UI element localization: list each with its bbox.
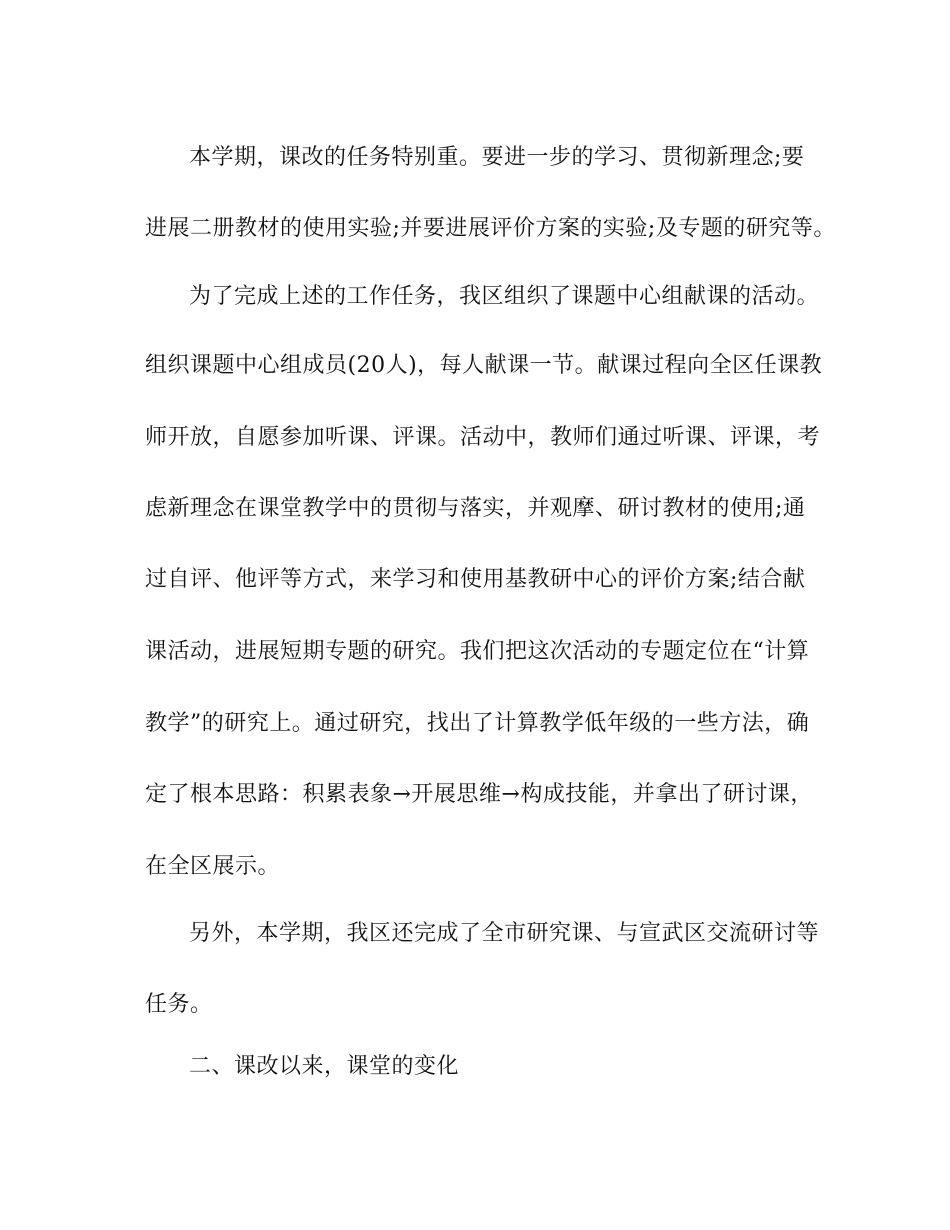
paragraph-2-line-7: 教学”的研究上。通过研究，找出了计算教学低年级的一些方法，确 [145,711,810,736]
paragraph-2-line-1: 为了完成上述的工作任务，我区组织了课题中心组献课的活动。 [189,284,820,309]
paragraph-2-line-6: 课活动，进展短期专题的研究。我们把这次活动的专题定位在“计算 [145,639,810,664]
paragraph-2-line-8: 定了根本思路：积累表象→开展思维→构成技能，并拿出了研讨课， [145,782,813,807]
paragraph-2-line-3: 师开放，自愿参加听课、评课。活动中，教师们通过听课、评课，考 [145,425,821,450]
paragraph-2-line-4: 虑新理念在课堂教学中的贯彻与落实，并观摩、研讨教材的使用;通 [145,496,806,521]
paragraph-3-line-2: 任务。 [145,992,213,1017]
paragraph-2-line-2: 组织课题中心组成员(20人)，每人献课一节。献课过程向全区任课教 [145,353,823,378]
section-heading: 二、课改以来，课堂的变化 [189,1054,460,1079]
paragraph-2-line-5: 过自评、他评等方式，来学习和使用基教研中心的评价方案;结合献 [145,567,806,592]
paragraph-1-line-2: 进展二册教材的使用实验;并要进展评价方案的实验;及专题的研究等。 [145,216,836,241]
paragraph-3-line-1: 另外，本学期，我区还完成了全市研究课、与宣武区交流研讨等 [189,921,820,946]
paragraph-1-line-1: 本学期，课改的任务特别重。要进一步的学习、贯彻新理念;要 [189,145,805,170]
paragraph-2-line-9: 在全区展示。 [145,854,281,879]
